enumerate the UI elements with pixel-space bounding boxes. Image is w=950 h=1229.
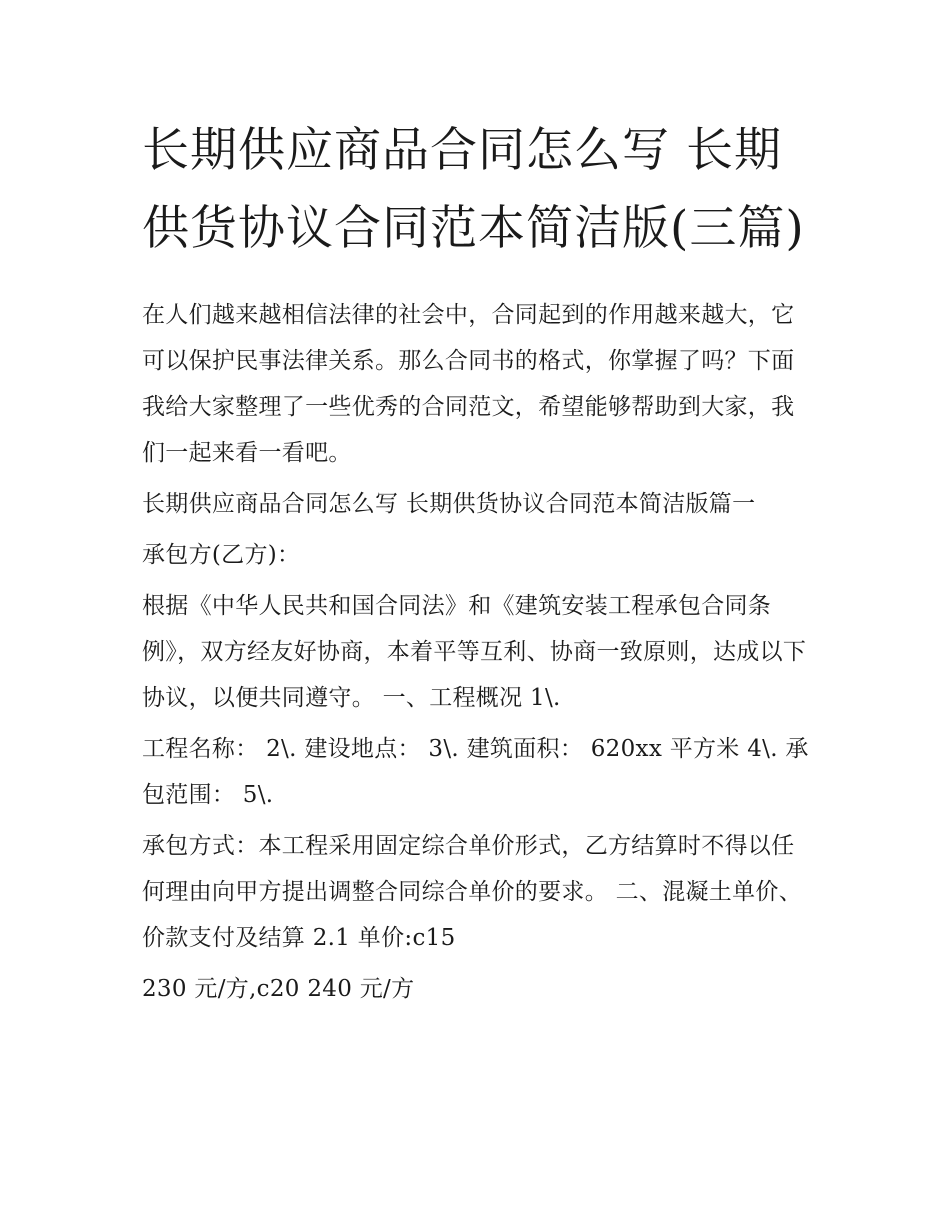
document-page (142, 112, 817, 1012)
document-body (142, 292, 817, 1012)
paragraph-project-info: 工程名称： 2\. 建设地点： 3\. 建筑面积： 620xx 平方米 4\. 承包范围： 5\. (142, 736, 809, 808)
paragraph-section-heading: 长期供应商品合同怎么写 长期供货协议合同范本简洁版篇一 (142, 491, 756, 517)
paragraph-contract-method: 承包方式：本工程采用固定综合单价形式，乙方结算时不得以任何理由向甲方提出调整合同综合单价的要求。 二、混凝土单价、价款支付及结算 2.1 单价:c15 (142, 833, 803, 951)
paragraph-contractor: 承包方(乙方)： (142, 542, 301, 568)
paragraph-intro: 在人们越来越相信法律的社会中，合同起到的作用越来越大，它可以保护民事法律关系。那么合同书的格式，你掌握了吗？下面我给大家整理了一些优秀的合同范文，希望能够帮助到大家，我们一起来看一看吧。 (142, 302, 795, 466)
document-title: 长期供应商品合同怎么写 长期供货协议合同范本简洁版(三篇) (142, 123, 805, 256)
paragraph-unit-price: 230 元/方,c20 240 元/方 (142, 976, 415, 1002)
paragraph-basis: 根据《中华人民共和国合同法》和《建筑安装工程承包合同条例》，双方经友好协商，本着平等互利、协商一致原则，达成以下协议，以便共同遵守。 一、工程概况 1\. (142, 593, 807, 711)
